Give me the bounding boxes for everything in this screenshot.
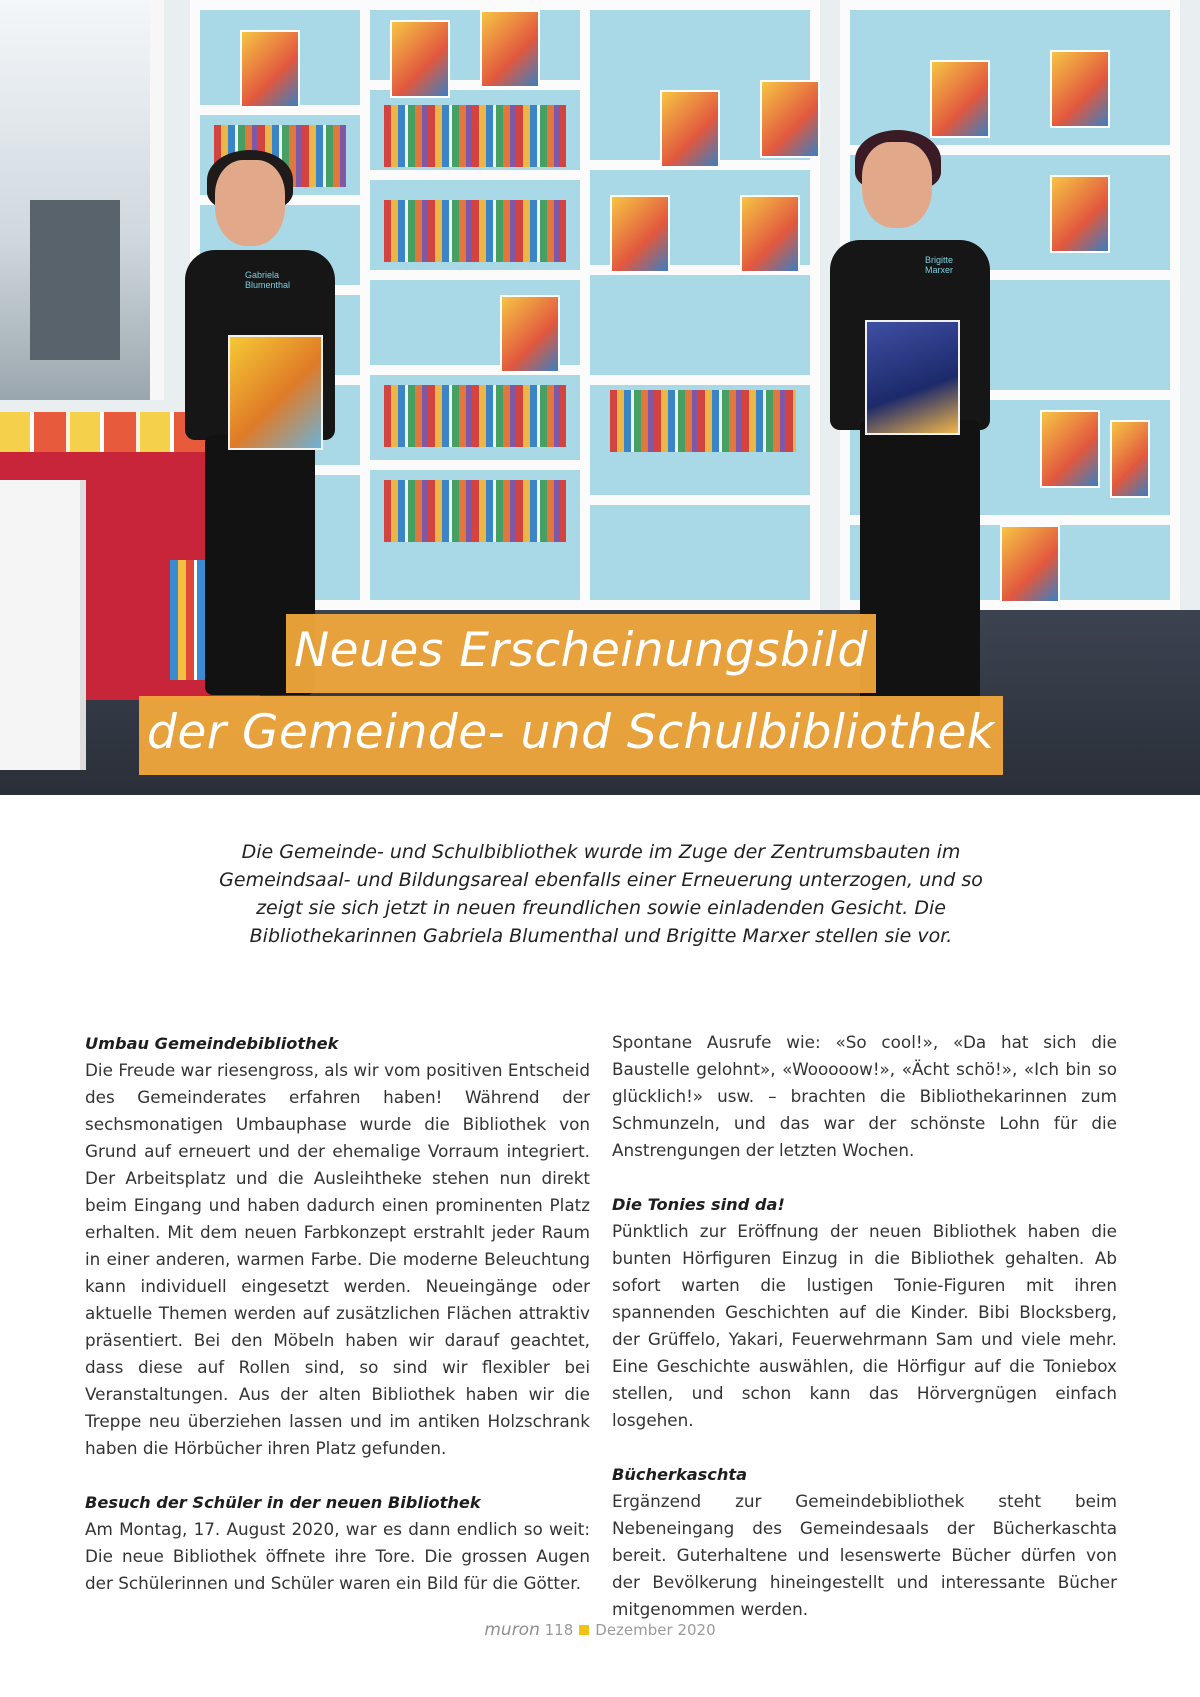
lead-paragraph: Die Gemeinde- und Schulbibliothek wurde im Zuge der Zentrumsbauten im Gemeindsaal- und Bildungsareal ebenfalls einer Erneuerung unterzogen, und so zeigt sie sich jetzt in neuen freundlichen sowie einladenden Gesicht. Die Bibliothekarinnen Gabriela Blumenthal und Brigitte Marxer stellen sie vor. — [219, 841, 983, 947]
magazine-brand: muron — [484, 1620, 540, 1640]
section-text-besuch: Am Montag, 17. August 2020, war es dann endlich so weit: Die neue Bibliothek öffnete ihre Tore. Die grossen Augen der Schülerinnen und Schüler waren ein Bild für die Götter. — [85, 1519, 590, 1593]
section-text-buecherkaschta: Ergänzend zur Gemeindebibliothek steht beim Nebeneingang des Gemeindesaals der Bücherkaschta bereit. Guterhaltene und lesenswerte Bücher dürfen von der Bevölkerung hineingestellt und interessante Bücher mitgenommen werden. — [612, 1491, 1117, 1619]
text-column-left — [85, 1030, 590, 1597]
name-tag-right: Brigitte Marxer — [925, 255, 954, 275]
held-book-right — [865, 320, 960, 435]
footer-square-icon — [579, 1625, 589, 1635]
article-title-line-1: Neues Erscheinungsbild — [286, 614, 876, 693]
text-column-right — [612, 1029, 1117, 1623]
page-footer — [0, 1620, 1200, 1640]
issue-number: 118 — [544, 1621, 574, 1639]
section-text-tonies: Pünktlich zur Eröffnung der neuen Bibliothek haben die bunten Hörfiguren Einzug in die Bibliothek gehalten. Ab sofort warten die lustigen Tonie-Figuren mit ihren spannenden Geschichten auf die Kinder. Bibi Blocksberg, der Grüffelo, Yakari, Feuerwehrmann Sam und viele mehr. Eine Geschichte auswählen, die Hörfigur auf die Toniebox stellen, und schon kann das Hörvergnügen einfach losgehen. — [612, 1221, 1117, 1430]
bookshelf-2 — [360, 0, 590, 610]
section-text-umbau: Die Freude war riesengross, als wir vom positiven Entscheid des Gemeinderates erfahren haben! Während der sechsmonatigen Umbauphase wurde die Bibliothek von Grund auf erneuert und der ehemalige Vorraum integriert. Der Arbeitsplatz und die Ausleihtheke stehen nun direkt beim Eingang und haben dadurch einen prominenten Platz erhalten. Mit dem neuen Farbkonzept erstrahlt jeder Raum in einer anderen, warmen Farbe. Die moderne Beleuchtung kann individuell eingesetzt werden. Neueingänge oder aktuelle Themen werden auf zusätzlichen Flächen attraktiv präsentiert. Bei den Möbeln haben wir darauf geachtet, dass diese auf Rollen sind, so sind wir flexibler bei Veranstaltungen. Aus der alten Bibliothek haben wir die Treppe neu überziehen lassen und im antiken Holzschrank haben die Hörbücher ihren Platz gefunden. — [85, 1060, 590, 1458]
white-book-trolley — [0, 480, 86, 770]
section-heading-buecherkaschta: Bücherkaschta — [612, 1465, 748, 1484]
bookshelf-3 — [580, 0, 820, 610]
section-heading-besuch: Besuch der Schüler in der neuen Bibliothek — [85, 1493, 481, 1512]
library-window — [0, 0, 164, 400]
name-tag-left: Gabriela Blumenthal — [245, 270, 291, 290]
section-text-besuch-continued: Spontane Ausrufe wie: «So cool!», «Da hat sich die Baustelle gelohnt», «Wooooow!», «Ächt schö!», «Ich bin so glücklich!» usw. – brachten die Bibliothekarinnen zum Schmunzeln, und das war der schönste Lohn für die Anstrengungen der letzten Wochen. — [612, 1032, 1117, 1160]
section-heading-tonies: Die Tonies sind da! — [612, 1195, 785, 1214]
article-title-line-2: der Gemeinde- und Schulbibliothek — [139, 696, 1003, 775]
section-heading-umbau: Umbau Gemeindebibliothek — [85, 1034, 339, 1053]
issue-date: Dezember 2020 — [595, 1621, 716, 1639]
held-book-left — [228, 335, 323, 450]
